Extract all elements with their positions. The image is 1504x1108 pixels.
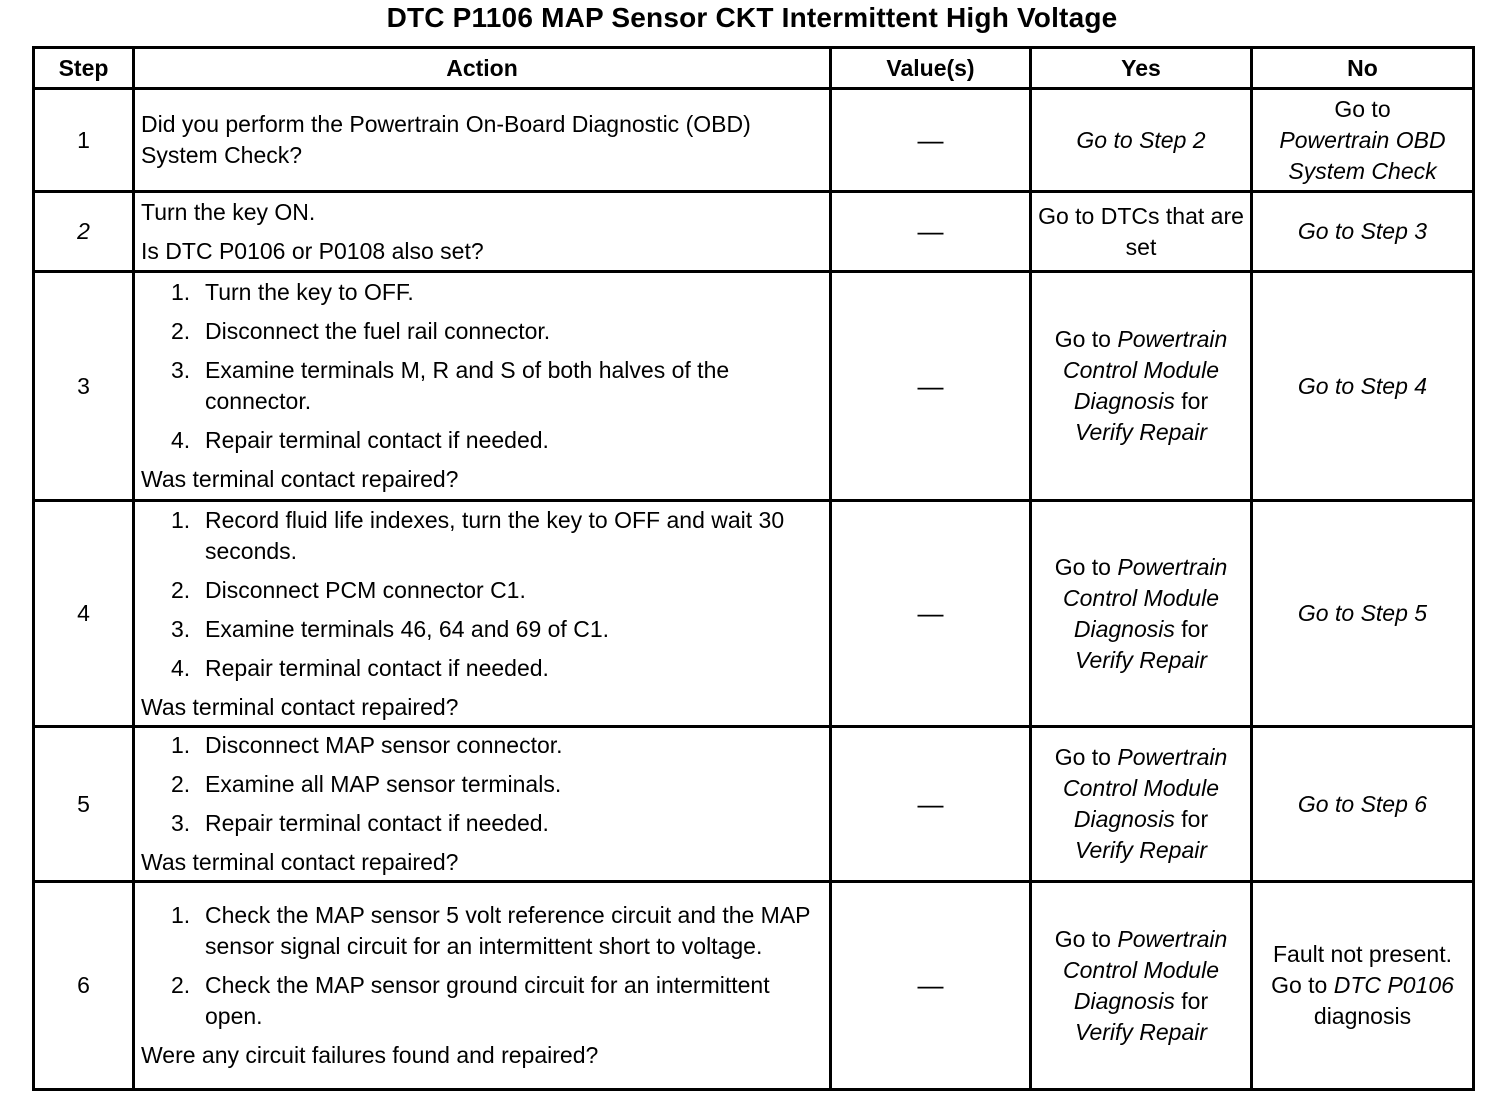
value-cell: — xyxy=(831,89,1031,192)
no-line: Go to xyxy=(1334,95,1391,122)
substep-item: 2. Disconnect PCM connector C1. xyxy=(171,576,526,603)
action-cell xyxy=(134,272,831,501)
no-line: System Check xyxy=(1288,157,1437,184)
yes-cell: Go to Powertrain Control Module Diagnosis for Verify Repair xyxy=(1031,501,1252,727)
table-header-row xyxy=(34,48,1474,89)
substep-item: 2. Disconnect the fuel rail connector. xyxy=(171,318,551,344)
action-question: Were any circuit failures found and repaired? xyxy=(141,1042,599,1068)
yes-cell: Go to DTCs that are set xyxy=(1031,192,1252,272)
action-cell xyxy=(134,192,831,272)
value-cell: — xyxy=(831,501,1031,727)
substep-item: 3. Repair terminal contact if needed. xyxy=(171,810,549,836)
no-cell: Go to Step 3 xyxy=(1252,192,1474,272)
substep-item: 1. Disconnect MAP sensor connector. xyxy=(171,732,563,758)
substep-list xyxy=(141,505,823,684)
step-number: 6 xyxy=(34,882,134,1090)
no-cell: Go to Step 6 xyxy=(1252,727,1474,882)
action-cell xyxy=(134,89,831,192)
value-cell: — xyxy=(831,727,1031,882)
substep-item: 4. Repair terminal contact if needed. xyxy=(171,654,549,681)
table-row-step-3 xyxy=(34,272,1474,501)
action-question: Was terminal contact repaired? xyxy=(141,693,459,720)
no-cell xyxy=(1252,89,1474,192)
header-yes: Yes xyxy=(1031,48,1252,89)
table-row-step-2 xyxy=(34,192,1474,272)
yes-cell: Go to Powertrain Control Module Diagnosis for Verify Repair xyxy=(1031,882,1252,1090)
yes-cell: Go to Powertrain Control Module Diagnosis for Verify Repair xyxy=(1031,727,1252,882)
diagnostic-table xyxy=(32,46,1475,1091)
substep-list xyxy=(141,277,823,456)
header-action: Action xyxy=(134,48,831,89)
substep-item: 1. Check the MAP sensor 5 volt reference circuit and the MAP sensor signal circuit for an intermittent short to voltage. xyxy=(171,902,811,959)
header-values: Value(s) xyxy=(831,48,1031,89)
yes-cell: Go to Step 2 xyxy=(1031,89,1252,192)
page-title: DTC P1106 MAP Sensor CKT Intermittent High Voltage xyxy=(386,2,1118,33)
no-cell: Go to Step 5 xyxy=(1252,501,1474,727)
yes-cell: Go to Powertrain Control Module Diagnosis for Verify Repair xyxy=(1031,272,1252,501)
table-row-step-6 xyxy=(34,882,1474,1090)
header-no: No xyxy=(1252,48,1474,89)
action-text: Did you perform the Powertrain On-Board Diagnostic (OBD) System Check? xyxy=(141,111,751,168)
step-number: 3 xyxy=(34,272,134,501)
substep-item: 3. Examine terminals M, R and S of both halves of the connector. xyxy=(171,357,730,414)
substep-item: 1. Record fluid life indexes, turn the key to OFF and wait 30 seconds. xyxy=(171,506,785,564)
step-number: 2 xyxy=(34,192,134,272)
table-row-step-1 xyxy=(34,89,1474,192)
step-number: 1 xyxy=(34,89,134,192)
action-question: Was terminal contact repaired? xyxy=(141,466,459,492)
no-cell: Go to Step 4 xyxy=(1252,272,1474,501)
step-number: 5 xyxy=(34,727,134,882)
step-number: 4 xyxy=(34,501,134,727)
no-line: Powertrain OBD xyxy=(1279,126,1446,153)
value-cell: — xyxy=(831,192,1031,272)
action-cell xyxy=(134,501,831,727)
action-cell xyxy=(134,882,831,1090)
substep-list xyxy=(141,900,823,1032)
value-cell: — xyxy=(831,882,1031,1090)
substep-item: 1. Turn the key to OFF. xyxy=(171,279,414,305)
action-question: Was terminal contact repaired? xyxy=(141,849,459,875)
substep-list xyxy=(141,730,823,839)
header-step: Step xyxy=(34,48,134,89)
substep-item: 3. Examine terminals 46, 64 and 69 of C1. xyxy=(171,615,610,642)
table-row-step-4 xyxy=(34,501,1474,727)
value-cell: — xyxy=(831,272,1031,501)
action-line: Turn the key ON. xyxy=(141,198,316,225)
substep-item: 4. Repair terminal contact if needed. xyxy=(171,427,549,453)
action-cell xyxy=(134,727,831,882)
table-row-step-5 xyxy=(34,727,1474,882)
action-question: Is DTC P0106 or P0108 also set? xyxy=(141,237,484,264)
substep-item: 2. Examine all MAP sensor terminals. xyxy=(171,771,562,797)
no-cell: Fault not present. Go to DTC P0106 diagnosis xyxy=(1252,882,1474,1090)
substep-item: 2. Check the MAP sensor ground circuit for an intermittent open. xyxy=(171,972,770,1029)
